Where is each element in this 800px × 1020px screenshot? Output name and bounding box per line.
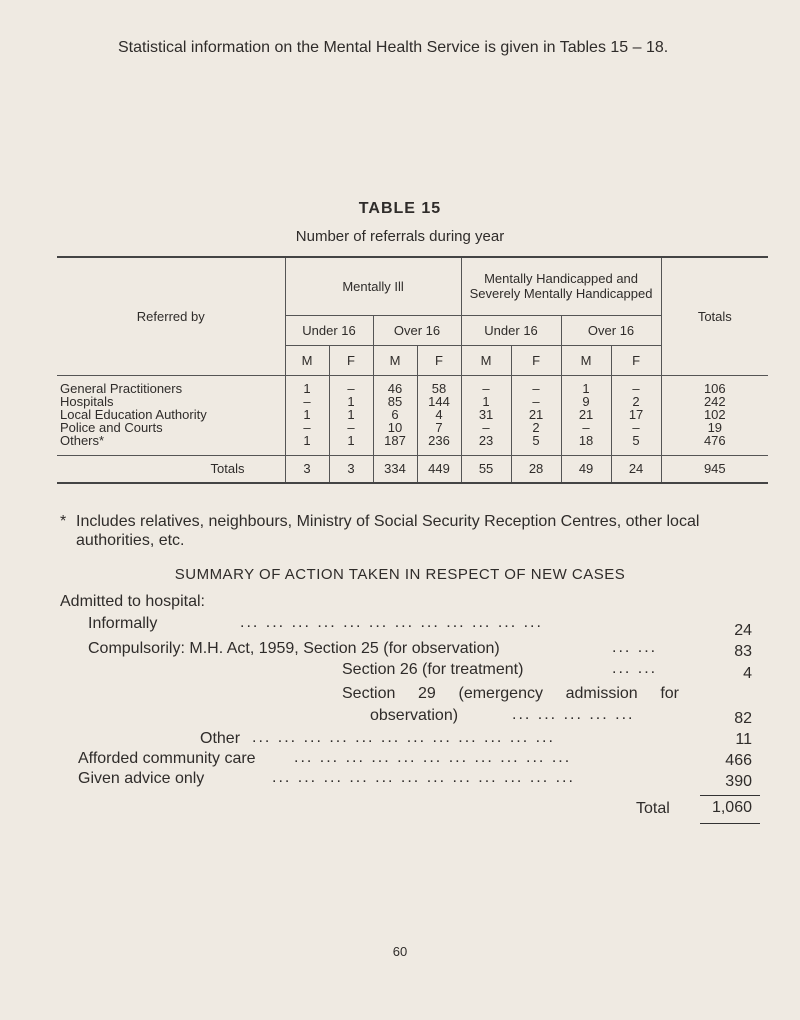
total-cell: 49 [561, 455, 611, 483]
table-cell: – [285, 421, 329, 434]
totals-row [57, 455, 768, 483]
referrals-table [57, 256, 768, 484]
table-cell: 1 [461, 395, 511, 408]
mh-under16-header: Under 16 [461, 315, 561, 345]
totals-label: Totals [57, 455, 285, 483]
table-cell: 2 [611, 395, 661, 408]
f-header: F [329, 345, 373, 375]
f-header: F [611, 345, 661, 375]
table-cell: 7 [417, 421, 461, 434]
table-cell: 10 [373, 421, 417, 434]
table-row [57, 408, 768, 421]
summary-title: SUMMARY OF ACTION TAKEN IN RESPECT OF NEW CASES [174, 566, 626, 583]
leader-dots: ... ... [612, 639, 658, 656]
table-cell: 1 [329, 408, 373, 421]
total-rule-bottom [700, 823, 760, 824]
table-cell: 1 [329, 395, 373, 408]
table-cell: 21 [561, 408, 611, 421]
total-rule-top [700, 795, 760, 796]
table-cell: 19 [661, 421, 768, 434]
table-cell: 85 [373, 395, 417, 408]
table-row [57, 421, 768, 434]
total-cell: 3 [329, 455, 373, 483]
leader-dots: ... ... ... ... ... [512, 706, 635, 723]
row-label: Hospitals [60, 393, 114, 409]
mi-under16-header: Under 16 [285, 315, 373, 345]
row-label: General Practitioners [60, 380, 183, 396]
leader-dots: ... ... ... ... ... ... ... ... ... ... ... ... [240, 614, 543, 631]
community-care-label: Afforded community care [78, 750, 256, 767]
section25-value: 83 [734, 643, 752, 660]
section29-label-line2: observation) [370, 707, 459, 724]
table-cell: – [329, 421, 373, 434]
mentally-handicapped-header: Mentally Handicapped and Severely Mentally Handicapped [461, 257, 661, 315]
table-row [57, 434, 768, 456]
intro-paragraph: Statistical information on the Mental Health Service is given in Tables 15 – 18. [118, 39, 669, 56]
table-cell: – [611, 421, 661, 434]
table-cell: 17 [611, 408, 661, 421]
table-cell: – [511, 375, 561, 395]
f-header: F [511, 345, 561, 375]
total-cell: 24 [611, 455, 661, 483]
total-cell: 449 [417, 455, 461, 483]
table-cell: 144 [417, 395, 461, 408]
section29-value: 82 [734, 710, 752, 727]
leader-dots: ... ... ... ... ... ... ... ... ... ... ... ... [252, 729, 555, 746]
total-cell: 334 [373, 455, 417, 483]
f-header: F [417, 345, 461, 375]
leader-dots: ... ... [612, 660, 658, 677]
table-cell: 21 [511, 408, 561, 421]
table-cell: – [461, 421, 511, 434]
page-number: 60 [392, 944, 408, 959]
m-header: M [461, 345, 511, 375]
m-header: M [373, 345, 417, 375]
total-cell: 3 [285, 455, 329, 483]
community-care-value: 466 [725, 752, 752, 769]
table-cell: 6 [373, 408, 417, 421]
table-cell: – [285, 395, 329, 408]
total-cell: 55 [461, 455, 511, 483]
table-cell: 102 [661, 408, 768, 421]
table-cell: 18 [561, 434, 611, 456]
table-subtitle: Number of referrals during year [295, 228, 505, 245]
table-cell: – [561, 421, 611, 434]
table-cell: 5 [611, 434, 661, 456]
leader-dots: ... ... ... ... ... ... ... ... ... ... ... [294, 749, 572, 766]
footnote-star: * [60, 513, 67, 530]
table-cell: 1 [561, 375, 611, 395]
other-label: Other [200, 730, 241, 747]
referred-by-header: Referred by [57, 257, 285, 375]
table-row [57, 395, 768, 408]
table-cell: 1 [329, 434, 373, 456]
table-cell: 1 [285, 375, 329, 395]
mentally-ill-header: Mentally Ill [285, 257, 461, 315]
section26-value: 4 [743, 665, 752, 682]
table-cell: 23 [461, 434, 511, 456]
table-cell: – [611, 375, 661, 395]
compulsorily-label: Compulsorily: M.H. Act, 1959, Section 25 (for observation) [88, 640, 500, 657]
table-cell: 9 [561, 395, 611, 408]
table-cell: 31 [461, 408, 511, 421]
row-label: Others* [60, 432, 105, 448]
table-cell: 4 [417, 408, 461, 421]
table-cell: 46 [373, 375, 417, 395]
table-cell: – [461, 375, 511, 395]
table-cell: 58 [417, 375, 461, 395]
admitted-label: Admitted to hospital: [60, 593, 205, 610]
table-title: TABLE 15 [358, 200, 442, 217]
table-cell: 106 [661, 375, 768, 395]
advice-label: Given advice only [78, 770, 205, 787]
table-cell: 187 [373, 434, 417, 456]
total-cell: 28 [511, 455, 561, 483]
footnote [60, 512, 768, 550]
table-cell: 242 [661, 395, 768, 408]
m-header: M [285, 345, 329, 375]
table-cell: 2 [511, 421, 561, 434]
footnote-text: Includes relatives, neighbours, Ministry of Social Security Reception Centres, other local authorities, etc. [76, 513, 700, 549]
mh-over16-header: Over 16 [561, 315, 661, 345]
m-header: M [561, 345, 611, 375]
table-cell: – [511, 395, 561, 408]
mi-over16-header: Over 16 [373, 315, 461, 345]
informally-value: 24 [734, 622, 752, 639]
total-value: 1,060 [711, 799, 752, 816]
totals-header: Totals [661, 257, 768, 375]
table-row [57, 375, 768, 395]
table-cell: 1 [285, 408, 329, 421]
section26-label: Section 26 (for treatment) [342, 661, 524, 678]
table-cell: 476 [661, 434, 768, 456]
table-cell: – [329, 375, 373, 395]
other-value: 11 [735, 731, 752, 748]
grand-total-cell: 945 [661, 455, 768, 483]
leader-dots: ... ... ... ... ... ... ... ... ... ... ... ... [272, 769, 575, 786]
table-cell: 236 [417, 434, 461, 456]
table-cell: 1 [285, 434, 329, 456]
row-label: Police and Courts [60, 419, 163, 435]
informally-label: Informally [88, 615, 158, 632]
section29-label-line1: Section 29 (emergency admission for [342, 685, 679, 702]
advice-value: 390 [725, 773, 752, 790]
table-cell: 5 [511, 434, 561, 456]
row-label: Local Education Authority [60, 406, 207, 422]
total-label: Total [636, 800, 670, 817]
